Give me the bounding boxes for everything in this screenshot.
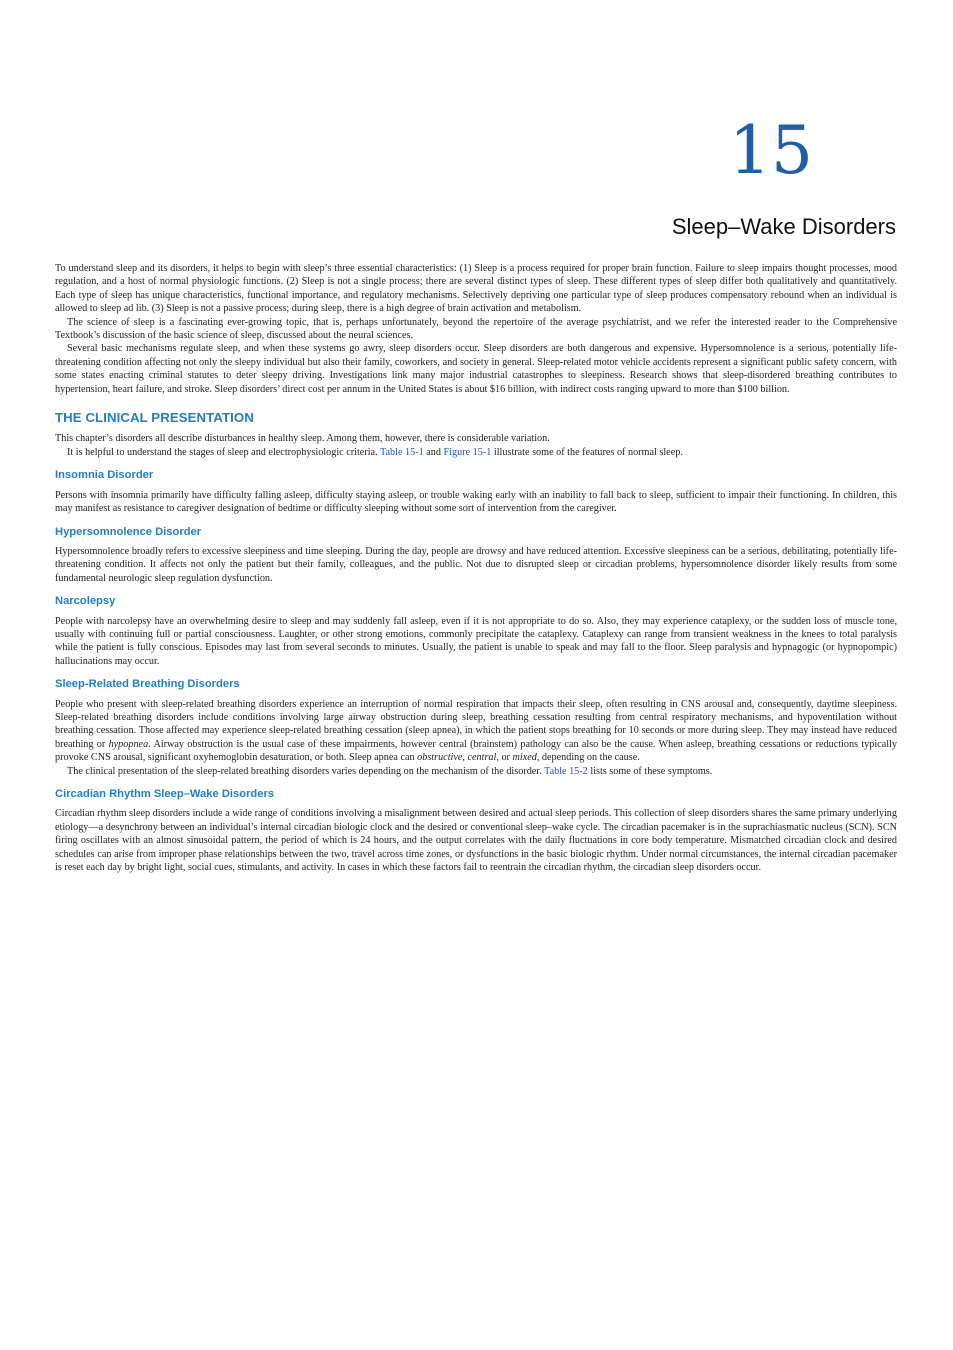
- subheading-narcolepsy: Narcolepsy: [55, 595, 116, 608]
- intro-paragraph-1: To understand sleep and its disorders, it helps to begin with sleep’s three essential characteristics: (1) Sleep is a process required for proper brain function. Failure to sleep impairs thought processes, mood regulation, and a host of normal physiologic functions. (2) Sleep is not a single process; there are several distinct types of sleep. These different types of sleep differ both qualitatively and quantitatively. Each type of sleep has unique characteristics, functional importance, and regulatory mechanisms. Selectively depriving one particular type of sleep produces compensatory rebound when an individual is allowed to sleep ad lib. (3) Sleep is not a passive process; during sleep, there is a high degree of brain activation and metabolism.: [55, 263, 897, 315]
- figure-15-1-link[interactable]: Figure 15-1: [443, 446, 492, 458]
- hypersomnolence-paragraph: Hypersomnolence broadly refers to excessive sleepiness and time sleeping. During the day, people are drowsy and have reduced attention. Excessive sleepiness can be a serious, debilitating, potentially life-threatening condition. It affects not only the patient but their family, colleagues, and the public. Not due to disrupted sleep or circadian problems, hypersomnolence disorder likely results from some fundamental neurologic sleep regulation dysfunction.: [55, 545, 897, 584]
- breathing-paragraph-1: [55, 698, 897, 765]
- breathing-text-d: depending on the cause.: [539, 752, 640, 764]
- clinical-paragraph-2: [55, 446, 897, 459]
- chapter-body: [55, 262, 897, 874]
- clinical-text-mid: and: [423, 446, 444, 458]
- subheading-insomnia: Insomnia Disorder: [55, 469, 154, 482]
- breathing-term-mixed: mixed,: [512, 752, 540, 764]
- table-15-2-link[interactable]: Table 15-2: [544, 765, 588, 777]
- intro-paragraph-2: The science of sleep is a fascinating ever-growing topic, that is, perhaps unfortunately, beyond the repertoire of the average psychiatrist, and we refer the interested reader to the Comprehensive Textbook’s discussion of the basic science of sleep, discussed about the neural sciences.: [55, 316, 897, 342]
- breathing-text-c: or: [498, 752, 513, 764]
- narcolepsy-paragraph: People with narcolepsy have an overwhelming desire to sleep and may suddenly fall asleep, even if it is not appropriate to do so. Also, they may experience cataplexy, or the sudden loss of muscle tone, usually with continuing full or partial consciousness. Laughter, or other strong emotions, commonly precipitate the cataplexy. Cataplexy can range from transient weakness in the knees to total paralysis while the patient is fully conscious. Episodes may last from several seconds to minutes. Usually, the patient is unable to speak and may fall to the floor. Sleep paralysis and hypnagogic (or hypnopompic) hallucinations may occur.: [55, 615, 897, 667]
- table-15-1-link[interactable]: Table 15-1: [380, 446, 424, 458]
- breathing-text-a: People who present with sleep-related breathing disorders experience an interruption of normal respiration that impacts their sleep, often resulting in CNS arousal and, consequently, daytime sleepiness. Sleep-related breathing disorders include conditions involving large airway obstruction during sleep, breathing cessation resulting from central respiratory mechanisms, and hypoventilation without breathing cessation. Those affected may experience sleep-related breathing cessation (sleep apnea), in which the patient stops breathing for 10 seconds or more during sleep. They may instead have reduced breathing or: [55, 698, 897, 750]
- breathing-term-obstructive-central: obstructive, central,: [417, 752, 499, 764]
- chapter-number: 15: [729, 112, 813, 189]
- insomnia-paragraph: Persons with insomnia primarily have difficulty falling asleep, difficulty staying asleep, or trouble waking early with an inability to fall back to sleep, sufficient to impair their functioning. In children, this may manifest as resistance to caregiver designation of bedtime or difficulty sleeping without some sort of intervention from the caregiver.: [55, 489, 897, 515]
- intro-paragraph-3: Several basic mechanisms regulate sleep, and when these systems go awry, sleep disorders occur. Sleep disorders are both dangerous and expensive. Hypersomnolence is a serious, potentially life-threatening condition affecting not only the sleepy individual but also their family, coworkers, and society in general. Sleep-related motor vehicle accidents represent a significant public safety concern, with some states enacting criminal statutes to deter sleepy driving. Investigations link many major industrial catastrophes to sleepiness. Research shows that sleep-disordered breathing contributes to hypertension, heart failure, and stroke. Sleep disorders’ direct cost per annum in the United States is about $16 billion, with indirect costs ranging upward to more than $100 billion.: [55, 343, 897, 395]
- breathing-paragraph-2: [55, 765, 897, 778]
- chapter-title: Sleep–Wake Disorders: [671, 214, 896, 239]
- clinical-text-after: illustrate some of the features of normal sleep.: [491, 446, 683, 458]
- clinical-paragraph-1: This chapter’s disorders all describe disturbances in healthy sleep. Among them, however, there is considerable variation.: [55, 433, 550, 445]
- subheading-circadian-rhythm: Circadian Rhythm Sleep–Wake Disorders: [55, 788, 275, 800]
- circadian-paragraph: Circadian rhythm sleep disorders include a wide range of conditions involving a misalignment between desired and actual sleep periods. This collection of sleep disorders shares the same primary underlying etiology—a desynchrony between an individual’s internal circadian biologic clock and the desired or conventional sleep–wake cycle. The circadian pacemaker is in the suprachiasmatic nucleus (SCN). SCN firing oscillates with an almost sinusoidal pattern, the period of which is 24 hours, and the output correlates with the daily fluctuations in core body temperature. Mismatched circadian clock and desired schedules can arise from improper phase relationships between the two, travel across time zones, or dysfunctions in the basic biologic rhythm. Under normal circumstances, the internal circadian pacemaker is reset each day by bright light, social cues, stimulants, and activity. In cases in which these factors fail to reentrain the circadian rhythm, the circadian sleep disorders occur.: [55, 808, 897, 874]
- subheading-sleep-related-breathing: Sleep-Related Breathing Disorders: [55, 678, 240, 691]
- breathing-text-b: . Airway obstruction is the usual case of these impairments, however central (brainstem) pathology can also be the cause. When asleep, breathing cessations or reductions typically provoke CNS arousal, significant oxyhemoglobin desaturation, or both. Sleep apnea can: [55, 738, 897, 764]
- clinical-text-before: It is helpful to understand the stages of sleep and electrophysiologic criteria.: [67, 446, 380, 458]
- subheading-hypersomnolence: Hypersomnolence Disorder: [55, 525, 202, 538]
- breathing-p2-before: The clinical presentation of the sleep-related breathing disorders varies depending on the mechanism of the disorder.: [67, 765, 545, 777]
- section-heading-clinical-presentation: THE CLINICAL PRESENTATION: [55, 410, 254, 426]
- breathing-p2-after: lists some of these symptoms.: [587, 765, 713, 777]
- breathing-term-hypopnea: hypopnea: [108, 738, 149, 750]
